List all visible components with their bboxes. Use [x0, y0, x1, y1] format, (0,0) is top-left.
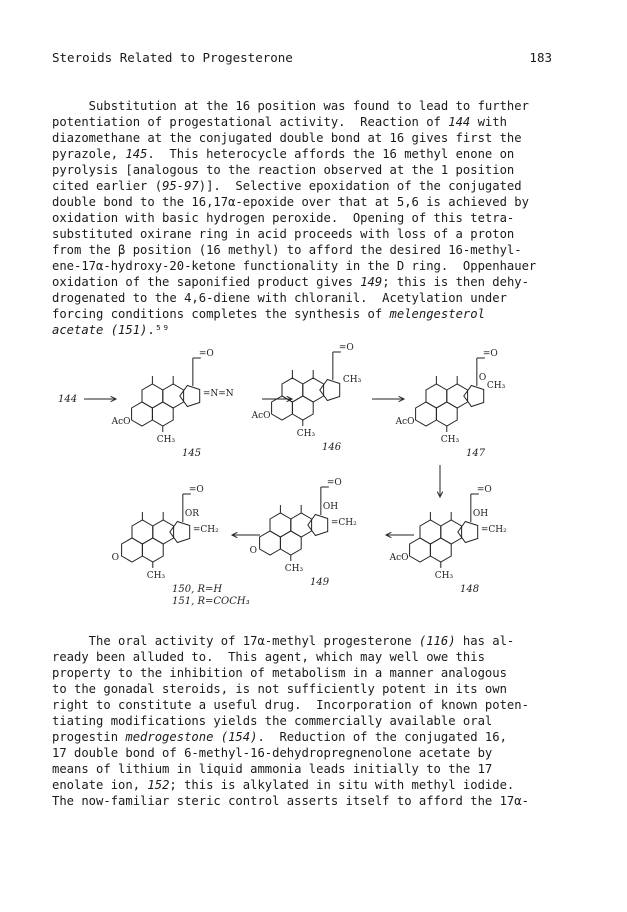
c17-substituent: OH	[322, 502, 339, 512]
paragraph2-line: ready been alluded to. This agent, which may well owe this	[52, 650, 485, 664]
c3-ketone-label: O	[111, 553, 119, 563]
carbonyl-label: =O	[482, 349, 498, 359]
c6-methyl-label: CH₃	[156, 435, 176, 445]
steroid-structure-145	[111, 349, 234, 459]
paragraph2-line: means of lithium in liquid ammonia leads initially to the 17	[52, 762, 493, 776]
compound-label-149: 149	[310, 577, 330, 588]
carbonyl-label: =O	[198, 349, 214, 359]
carbonyl-label: =O	[188, 485, 204, 495]
d-ring-substituent: =CH₂	[192, 525, 219, 535]
d-ring-substituent: =CH₂	[330, 518, 357, 528]
reaction-arrow	[262, 396, 292, 401]
compound-label-145: 145	[182, 448, 202, 459]
italic-reference: 145	[125, 147, 148, 161]
compound-label-148: 148	[460, 584, 480, 595]
c3-acetoxy-label: AcO	[395, 417, 415, 427]
start-compound-label: 144	[58, 394, 78, 405]
paragraph2-line: progestin medrogestone (154). Reduction of the conjugated 16,	[52, 730, 507, 744]
paragraph1-line: ene-17α-hydroxy-20-ketone functionality in the D ring. Oppenhauer	[52, 259, 537, 273]
c6-methyl-label: CH₃	[434, 571, 454, 581]
paragraph1-line: substituted oxirane ring in acid proceeds with loss of a proton	[52, 227, 515, 241]
c17-substituent: OH	[472, 509, 489, 519]
c3-acetoxy-label: AcO	[389, 553, 409, 563]
paragraph1-line: from the β position (16 methyl) to afford the desired 16-methyl-	[52, 243, 522, 257]
steroid-structure-150	[112, 485, 250, 607]
paragraph1-line: oxidation of the saponified product gives 149; this is then dehy-	[52, 275, 529, 289]
paragraph1-line: cited earlier (95-97)]. Selective epoxidation of the conjugated	[52, 179, 522, 193]
italic-reference: 144	[448, 115, 471, 129]
italic-reference: melengesterol	[389, 307, 485, 321]
c6-methyl-label: CH₃	[296, 429, 316, 439]
compound-label-147: 147	[466, 448, 486, 459]
compound-label-151: 151, R=COCH₃	[172, 596, 250, 607]
steroid-structure-147	[395, 349, 506, 459]
reaction-arrow	[437, 465, 442, 497]
paragraph1-line: Substitution at the 16 position was found to lead to further	[52, 99, 529, 113]
reaction-arrow	[372, 396, 404, 401]
paragraph2-line: The oral activity of 17α-methyl progesterone (116) has al-	[52, 634, 515, 648]
paragraph2-line: property to the inhibition of metabolism in a manner analogous	[52, 666, 507, 680]
paragraph1-line: pyrolysis [analogous to the reaction observed at the 1 position	[52, 163, 515, 177]
paragraph2-line: 17 double bond of 6-methyl-16-dehydropregnenolone acetate by	[52, 746, 493, 760]
italic-reference: medrogestone (154)	[125, 730, 258, 744]
c6-methyl-label: CH₃	[284, 564, 304, 574]
c17-substituent: OR	[184, 509, 200, 519]
compound-label-146: 146	[322, 442, 342, 453]
italic-reference: (116)	[418, 634, 456, 648]
paragraph2-line: The now-familiar steric control asserts itself to afford the 17α-	[52, 794, 529, 808]
c6-methyl-label: CH₃	[146, 571, 166, 581]
d-ring-substituent: CH₃	[342, 375, 362, 385]
italic-reference: 152	[147, 778, 170, 792]
c3-acetoxy-label: AcO	[111, 417, 131, 427]
italic-reference: 95-97	[162, 179, 199, 193]
steroid-structure-149	[250, 478, 358, 588]
italic-reference: 149	[360, 275, 383, 289]
d-ring-substituent: =N=N	[202, 389, 234, 399]
reaction-arrow	[232, 532, 260, 537]
c3-acetoxy-label: AcO	[251, 411, 271, 421]
d-ring-substituent: =CH₂	[480, 525, 507, 535]
paragraph1-line: forcing conditions completes the synthesis of melengesterol	[52, 307, 485, 321]
paragraph1-line: drogenated to the 4,6-diene with chloranil. Acetylation under	[52, 291, 507, 305]
carbonyl-label: =O	[326, 478, 342, 488]
reaction-arrow	[386, 532, 414, 537]
d-ring-substituent: CH₃	[486, 381, 506, 391]
c3-ketone-label: O	[249, 546, 257, 556]
carbonyl-label: =O	[338, 343, 354, 353]
compound-label-150: 150, R=H	[172, 584, 223, 595]
steroid-structure-148	[389, 485, 508, 595]
c17-substituent: O	[478, 373, 487, 383]
paragraph1-line: potentiation of progestational activity. Reaction of 144 with	[52, 115, 507, 129]
paragraph1-line: diazomethane at the conjugated double bond at 16 gives first the	[52, 131, 522, 145]
paragraph1-line: oxidation with basic hydrogen peroxide. Opening of this tetra-	[52, 211, 515, 225]
carbonyl-label: =O	[476, 485, 492, 495]
paragraph2-line: tiating modifications yields the commercially available oral	[52, 714, 493, 728]
paragraph1-line: pyrazole, 145. This heterocycle affords the 16 methyl enone on	[52, 147, 515, 161]
c6-methyl-label: CH₃	[440, 435, 460, 445]
paragraph2-line: to the gonadal steroids, is not sufficiently potent in its own	[52, 682, 507, 696]
paragraph1-line: acetate (151).⁵⁹	[52, 323, 170, 337]
reaction-arrow	[84, 396, 116, 401]
paragraph2-line: right to constitute a useful drug. Incorporation of known poten-	[52, 698, 529, 712]
steroid-structure-146	[251, 343, 362, 453]
page-number: 183	[529, 50, 552, 65]
running-title: Steroids Related to Progesterone	[52, 50, 293, 65]
paragraph2-line: enolate ion, 152; this is alkylated in situ with methyl iodide.	[52, 778, 515, 792]
italic-reference: acetate (151)	[52, 323, 148, 337]
paragraph-oral-activity	[52, 633, 554, 809]
paragraph1-line: double bond to the 16,17α-epoxide over that at 5,6 is achieved by	[52, 195, 529, 209]
